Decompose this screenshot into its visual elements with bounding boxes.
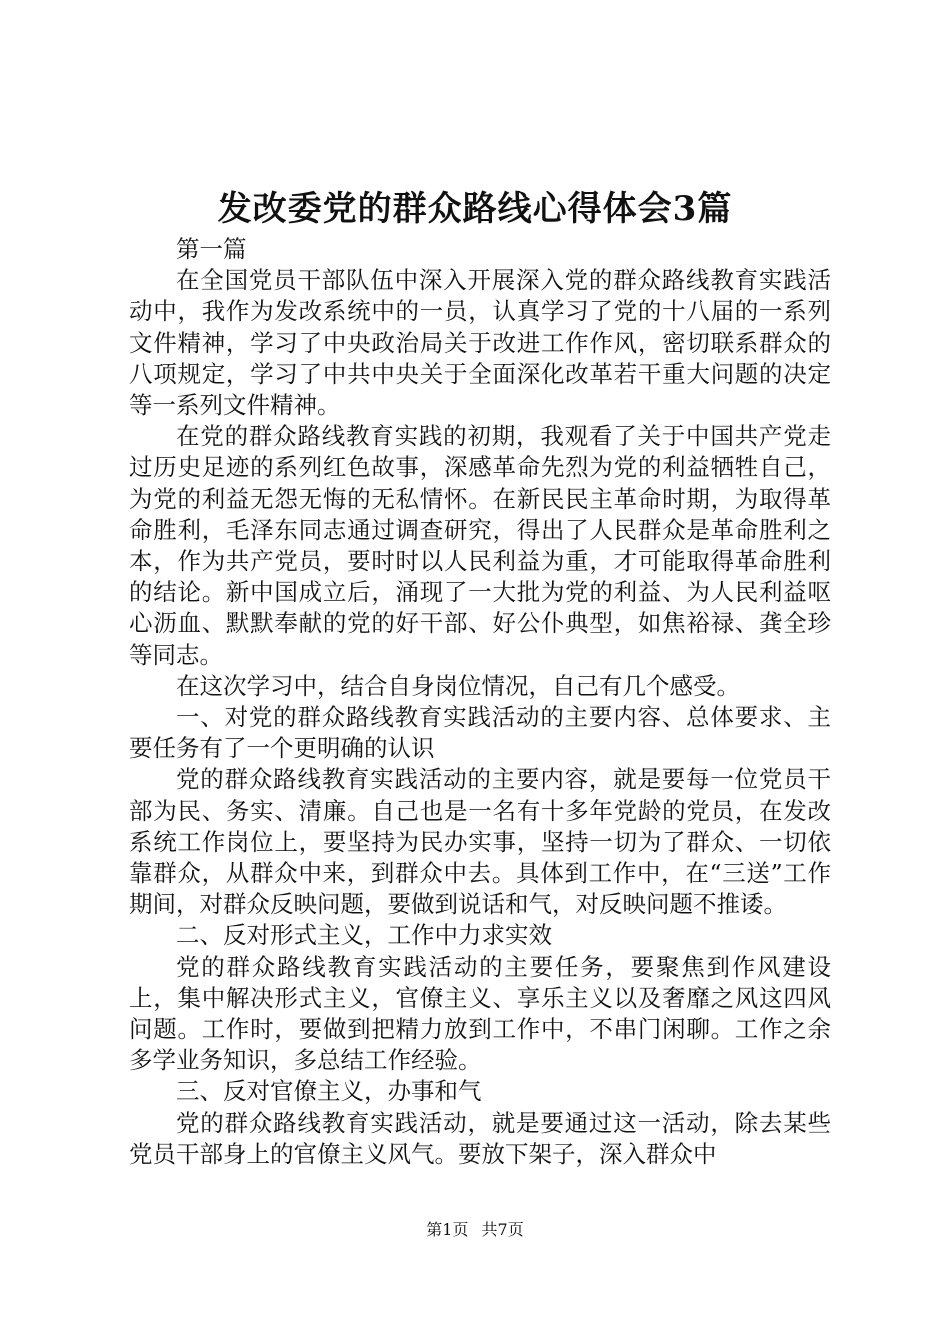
body-paragraph: 党的群众路线教育实践活动的主要内容，就是要每一位党员干部为民、务实、清廉。自己也是一名有十多年党龄的党员，在发改系统工作岗位上，要坚持为民办实事，坚持一切为了群众、一切依靠群众，从群众中来，到群众中去。具体到工作中，在“三送”工作期间，对群众反映问题，要做到说话和气，对反映问题不推诿。 [129, 765, 831, 919]
body-paragraph: 党的群众路线教育实践活动的主要任务，要聚焦到作风建设上，集中解决形式主义，官僚主义、享乐主义以及奢靡之风这四风问题。工作时，要做到把精力放到工作中，不串门闲聊。工作之余多学业务知识，多总结工作经验。 [129, 952, 831, 1075]
body-paragraph: 在全国党员干部队伍中深入开展深入党的群众路线教育实践活动中，我作为发改系统中的一员，认真学习了党的十八届的一系列文件精神，学习了中央政治局关于改进工作作风，密切联系群众的八项规定，学习了中共中央关于全面深化改革若干重大问题的决定等一系列文件精神。 [129, 266, 831, 420]
subheading: 三、反对官僚主义，办事和气 [176, 1077, 482, 1106]
page-total: 共7页 [481, 1220, 524, 1239]
document-title: 发改委党的群众路线心得体会3篇 [217, 189, 733, 229]
document-body [129, 234, 831, 1170]
body-paragraph: 在党的群众路线教育实践的初期，我观看了关于中国共产党走过历史足迹的系列红色故事，深感革命先烈为党的利益牺牲自己，为党的利益无怨无悔的无私情怀。在新民民主革命时期，为取得革命胜利，毛泽东同志通过调查研究，得出了人民群众是革命胜利之本，作为共产党员，要时时以人民利益为重，才可能取得革命胜利的结论。新中国成立后，涌现了一大批为党的利益、为人民利益呕心沥血、默默奉献的党的好干部、好公仆典型，如焦裕禄、龚全珍等同志。 [129, 422, 831, 669]
subheading: 一、对党的群众路线教育实践活动的主要内容、总体要求、主要任务有了一个更明确的认识 [129, 703, 831, 763]
section-heading: 第一篇 [176, 235, 247, 263]
body-paragraph: 在这次学习中，结合自身岗位情况，自己有几个感受。 [176, 671, 740, 700]
subheading: 二、反对形式主义，工作中力求实效 [176, 921, 552, 950]
page-number: 第1页 [426, 1220, 469, 1239]
page-footer [0, 1219, 950, 1241]
body-paragraph: 党的群众路线教育实践活动，就是要通过这一活动，除去某些党员干部身上的官僚主义风气。要放下架子，深入群众中 [129, 1108, 831, 1168]
